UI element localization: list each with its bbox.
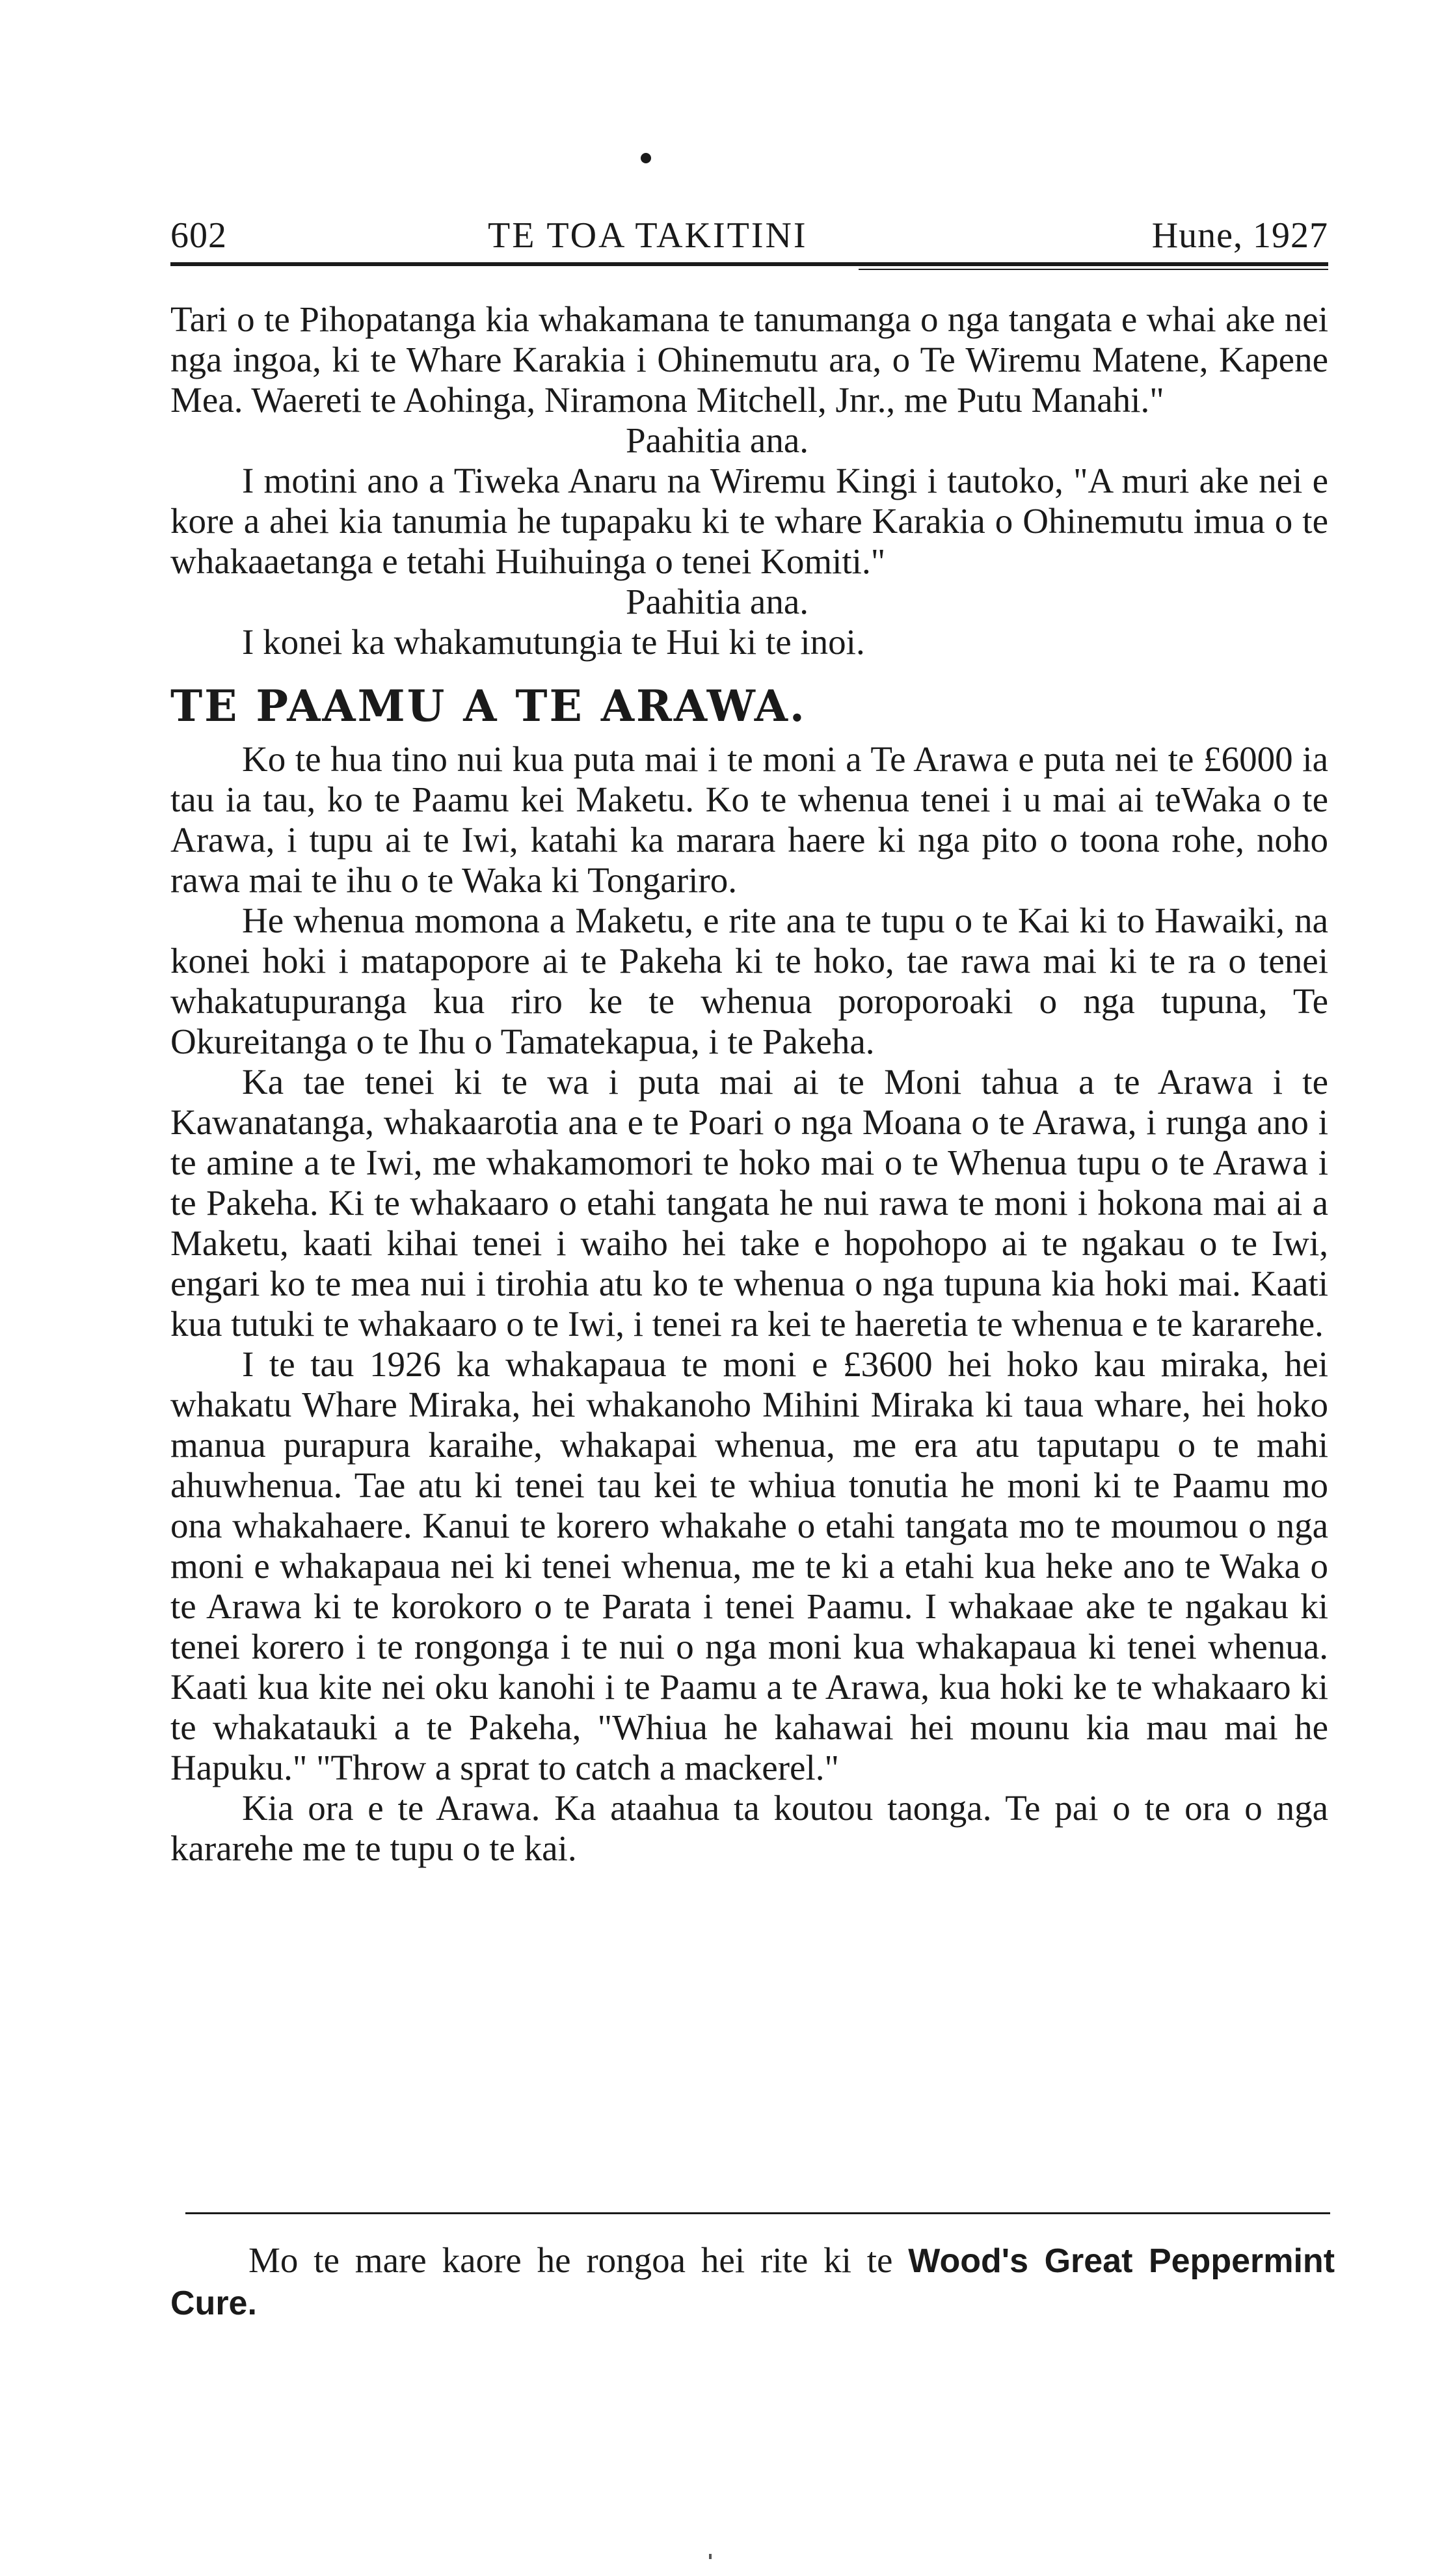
advert-text: Mo te mare kaore he rongoa hei rite ki te [248,2240,893,2280]
issue-date: Hune, 1927 [1151,215,1328,256]
header-rule-thin [859,269,1328,270]
section-divider [185,2212,1330,2214]
advert-product: Wood's Great Peppermint Cure. [170,2242,1335,2322]
header-rule-thick [170,262,1328,266]
minutes-paragraph-1: Tari o te Pihopatanga kia whakamana te tanumanga o nga tangata e whai ake nei nga ingoa, ki te Whare Karakia i Ohinemutu ara, o Te Wiremu Matene, Kapene Mea. Waereti te Aohinga, Niramona Mitchell, Jnr., me Putu Manahi." [170,299,1328,420]
page-number: 602 [170,215,227,256]
advertisement [170,2240,1335,2324]
article-paragraph: Ko te hua tino nui kua puta mai i te moni a Te Arawa e puta nei te £6000 ia tau ia tau, ko te Paamu kei Maketu. Ko te whenua tenei i u mai ai teWaka o te Arawa, i tupu ai te Iwi, katahi ka marara haere ki nga pito o toona rohe, noho rawa mai te ihu o te Waka ki Tongariro. [170,739,1328,900]
article-heading: TE PAAMU A TE ARAWA. [170,681,807,731]
main-text [170,299,1328,1869]
running-header [170,215,1328,260]
minutes-paragraph-2: I motini ano a Tiweka Anaru na Wiremu Kingi i tautoko, "A muri ake nei e kore a ahei kia tanumia he tupapaku ki te whare Karakia o Ohinemutu imua o te whakaaetanga e tetahi Huihuinga o tenei Komiti." [170,461,1328,581]
publication-title: TE TOA TAKITINI [488,215,808,256]
passed-note-2: Paahitia ana. [626,582,809,621]
print-speck [709,2554,712,2559]
article-paragraph: Ka tae tenei ki te wa i puta mai ai te Moni tahua a te Arawa i te Kawanatanga, whakaarotia ana e te Poari o nga Moana o te Arawa, i runga ano i te amine a te Iwi, me whakamomori te hoko mai o te Whenua tupu o te Arawa i te Pakeha. Ki te whakaaro o etahi tangata he nui rawa te moni i hokona mai ai a Maketu, kaati kihai tenei i waiho hei take e hopohopo ai te ngakau o te Iwi, engari ko te mea nui i tirohia atu ko te whenua o nga tupuna kia hoki mai. Kaati kua tutuki te whakaaro o te Iwi, i tenei ra kei te haeretia te whenua e te kararehe. [170,1062,1328,1344]
article-paragraph: I te tau 1926 ka whakapaua te moni e £3600 hei hoko kau miraka, hei whakatu Whare Miraka, hei whakanoho Mihini Miraka ki taua whare, hei hoko manua purapura karaihe, whakapai whenua, me era atu taputapu o te mahi ahuwhenua. Tae atu ki tenei tau kei te whiua tonutia he moni ki te Paamu mo ona whakahaere. Kanui te korero whakahe o etahi tangata mo te moumou o nga moni e whakapaua nei ki tenei whenua, me te ki a etahi kua heke ano te Waka o te Arawa ki te korokoro o te Parata i tenei Paamu. I whakaae ake te ngakau ki tenei korero i te rongonga i te nui o nga moni kua whakapaua ki tenei whenua. Kaati kua kite nei oku kanohi i te Paamu a te Arawa, kua hoki ke te whakaaro ki te whakatauki a te Pakeha, "Whiua he kahawai hei mounu kia mau mai he Hapuku." "Throw a sprat to catch a mackerel." [170,1344,1328,1787]
article-paragraph: He whenua momona a Maketu, e rite ana te tupu o te Kai ki to Hawaiki, na konei hoki i matapopore ai te Pakeha ki te hoko, tae rawa mai ki te ra o tenei whakatupuranga kua riro ke te whenua poroporoaki o nga tupuna, Te Okureitanga o te Ihu o Tamatekapua, i te Pakeha. [170,901,1328,1061]
minutes-closing: I konei ka whakamutungia te Hui ki te inoi. [242,622,865,662]
article-paragraph: Kia ora e te Arawa. Ka ataahua ta koutou taonga. Te pai o te ora o nga kararehe me te tupu o te kai. [170,1788,1328,1868]
passed-note-1: Paahitia ana. [626,420,809,460]
ink-dot [641,153,651,163]
